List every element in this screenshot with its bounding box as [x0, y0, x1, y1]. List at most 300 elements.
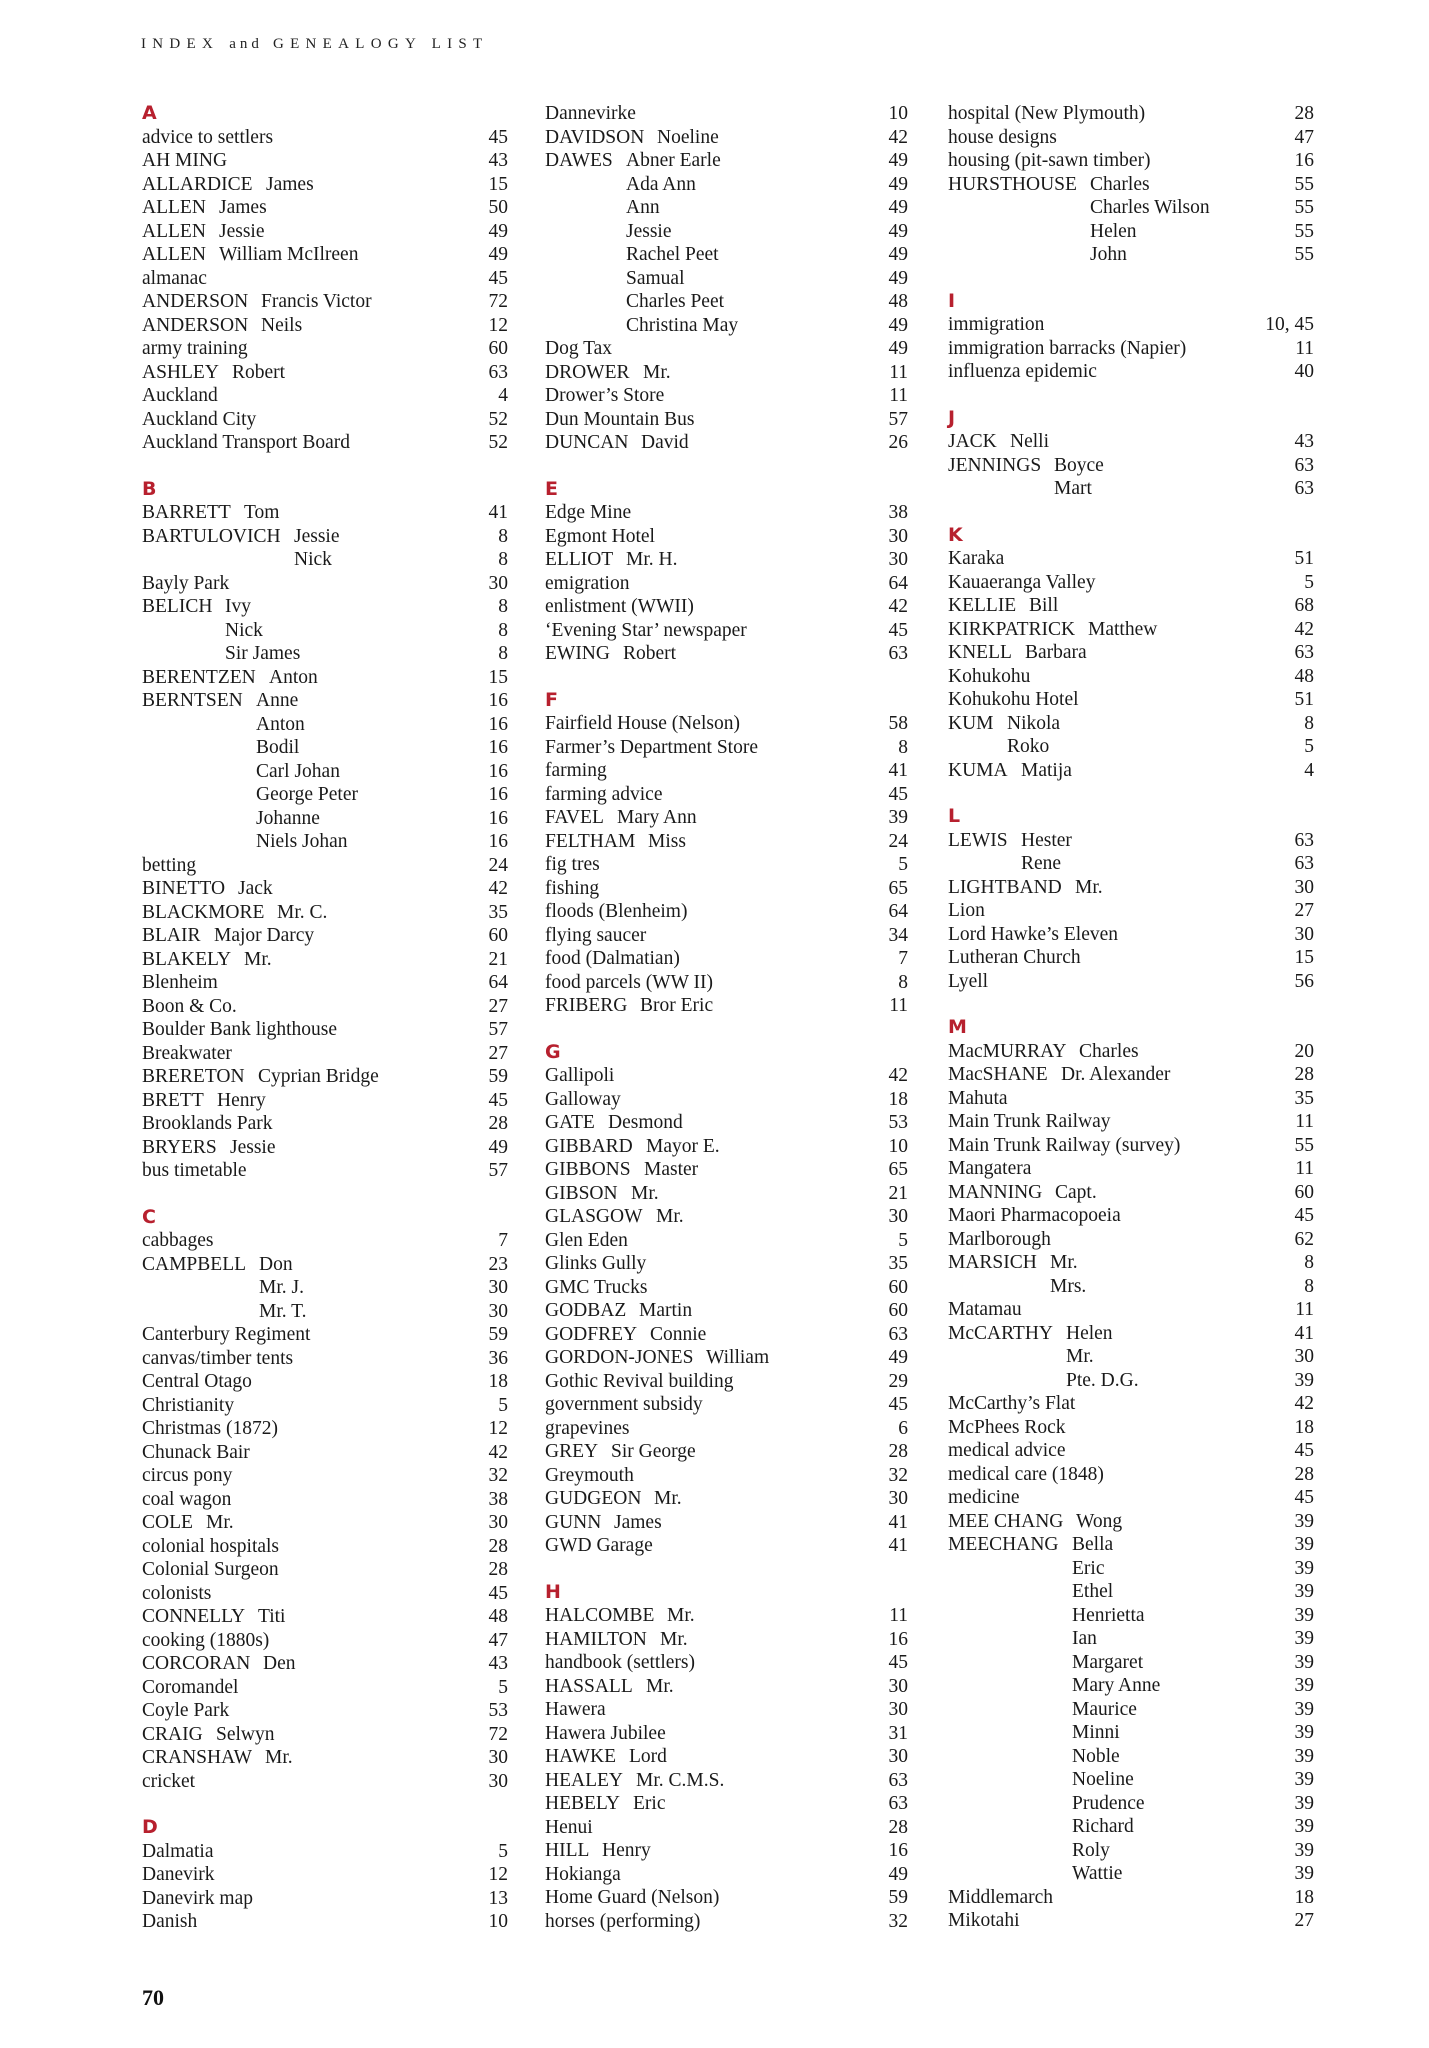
index-entry: [948, 641, 1314, 665]
entry-heading-text: ALLEN: [142, 244, 206, 265]
entry-given-name: Mary Anne: [1072, 1675, 1161, 1696]
entry-heading-text: Home Guard (Nelson): [545, 1887, 720, 1908]
entry-page-number: 28: [488, 1559, 508, 1580]
index-entry: [545, 1440, 908, 1464]
index-entry: [142, 314, 508, 338]
entry-heading-text: MANNING: [948, 1181, 1043, 1203]
index-entry: [948, 1063, 1314, 1087]
entry-page-number: 4: [1304, 759, 1314, 781]
entry-heading-text: MacMURRAY: [948, 1040, 1067, 1062]
entry-page-number: 60: [488, 338, 508, 359]
entry-heading-text: BRYERS: [142, 1136, 217, 1158]
index-entry: [142, 1840, 508, 1864]
index-entry: [545, 1464, 908, 1488]
index-entry: [142, 126, 508, 150]
entry-given-name: Francis Victor: [261, 291, 372, 312]
index-entry: [545, 1299, 908, 1323]
entry-heading-text: fig tres: [545, 854, 600, 875]
entry-page-number: 52: [488, 432, 508, 453]
index-section-h: [545, 1581, 908, 1934]
entry-given-name: Jack: [238, 878, 273, 899]
entry-page-number: 45: [1294, 1487, 1314, 1508]
entry-page-number: 63: [888, 1323, 908, 1345]
entry-heading-text: AH MING: [142, 150, 228, 171]
index-entry: [948, 759, 1314, 783]
index-entry: [545, 290, 908, 314]
entry-page-number: 63: [1294, 829, 1314, 851]
index-entry: [545, 783, 908, 807]
entry-heading-text: Danish: [142, 1911, 198, 1932]
index-entry: [545, 1276, 908, 1300]
entry-heading-text: canvas/timber tents: [142, 1347, 294, 1369]
entry-given-name: Rachel Peet: [626, 244, 719, 265]
entry-page-number: 7: [898, 948, 908, 969]
entry-page-number: 8: [498, 643, 508, 664]
entry-page-number: 63: [488, 361, 508, 383]
entry-page-number: 30: [888, 525, 908, 547]
index-entry: [948, 1721, 1314, 1745]
index-entry: [948, 1110, 1314, 1134]
entry-page-number: 41: [888, 1511, 908, 1533]
entry-heading-text: Dannevirke: [545, 103, 636, 124]
index-entry: [948, 735, 1314, 759]
entry-page-number: 27: [1294, 900, 1314, 921]
entry-page-number: 16: [888, 1840, 908, 1861]
entry-page-number: 30: [888, 1675, 908, 1697]
index-entry: [142, 854, 508, 878]
entry-heading-text: food parcels (WW II): [545, 971, 714, 993]
entry-heading-text: BERNTSEN: [142, 690, 243, 711]
entry-heading-text: BRERETON: [142, 1066, 245, 1087]
entry-given-name: Den: [263, 1653, 296, 1674]
index-entry: [142, 548, 508, 572]
entry-page-number: 48: [888, 291, 908, 312]
entry-page-number: 32: [488, 1465, 508, 1486]
entry-given-name: Henry: [602, 1840, 651, 1861]
entry-heading-text: KUMA: [948, 759, 1008, 781]
index-entry: [142, 243, 508, 267]
entry-given-name: Helen: [1066, 1322, 1113, 1344]
index-entry: [948, 149, 1314, 173]
index-section-f: [545, 689, 908, 1018]
entry-page-number: 42: [1294, 1393, 1314, 1414]
entry-page-number: 18: [888, 1088, 908, 1110]
entry-given-name: Desmond: [608, 1112, 683, 1133]
entry-heading-text: army training: [142, 338, 248, 359]
entry-page-number: 8: [1304, 712, 1314, 734]
index-entry: [142, 149, 508, 173]
page-number: 70: [142, 1985, 164, 2010]
index-entry: [142, 1276, 508, 1300]
entry-heading-text: immigration barracks (Napier): [948, 337, 1187, 359]
entry-given-name: Bror Eric: [640, 995, 714, 1016]
entry-given-name: Cyprian Bridge: [258, 1066, 379, 1087]
entry-page-number: 30: [888, 1746, 908, 1767]
entry-page-number: 38: [488, 1488, 508, 1510]
entry-heading-text: Christianity: [142, 1394, 235, 1416]
entry-page-number: 30: [488, 1277, 508, 1298]
entry-given-name: Mr.: [244, 948, 272, 970]
index-entry: [948, 173, 1314, 197]
index-entry: [948, 946, 1314, 970]
index-entry: [948, 899, 1314, 923]
index-entry: [948, 876, 1314, 900]
entry-page-number: 30: [488, 572, 508, 594]
entry-given-name: Jessie: [230, 1136, 276, 1158]
index-entry: [948, 1322, 1314, 1346]
entry-page-number: 39: [1294, 1769, 1314, 1790]
entry-page-number: 13: [488, 1887, 508, 1909]
entry-page-number: 51: [1294, 689, 1314, 710]
entry-given-name: Abner Earle: [626, 150, 721, 171]
entry-page-number: 12: [488, 314, 508, 336]
entry-heading-text: Colonial Surgeon: [142, 1559, 279, 1580]
index-entry: [142, 1112, 508, 1136]
entry-page-number: 18: [488, 1371, 508, 1392]
entry-heading-text: GMC Trucks: [545, 1276, 648, 1298]
entry-page-number: 49: [888, 173, 908, 195]
entry-page-number: 5: [498, 1676, 508, 1698]
entry-page-number: 10: [888, 103, 908, 124]
entry-heading-text: food (Dalmatian): [545, 948, 680, 969]
entry-heading-text: Matamau: [948, 1299, 1022, 1320]
entry-given-name: James: [219, 197, 267, 218]
entry-given-name: Hester: [1021, 829, 1072, 851]
entry-heading-text: Main Trunk Railway: [948, 1111, 1111, 1132]
index-entry: [142, 196, 508, 220]
entry-page-number: 63: [888, 643, 908, 664]
entry-page-number: 42: [1294, 618, 1314, 640]
entry-page-number: 8: [898, 971, 908, 993]
entry-page-number: 10: [488, 1911, 508, 1932]
index-section-l: [948, 805, 1314, 993]
index-entry: [545, 1816, 908, 1840]
entry-given-name: Lord: [629, 1746, 667, 1767]
entry-given-name: Roko: [1007, 736, 1050, 757]
entry-given-name: Anton: [256, 713, 305, 735]
entry-heading-text: GODFREY: [545, 1323, 638, 1345]
index-entry: [948, 1815, 1314, 1839]
entry-heading-text: CRANSHAW: [142, 1747, 253, 1768]
entry-page-number: 62: [1294, 1228, 1314, 1250]
entry-page-number: 11: [889, 1605, 908, 1626]
entry-page-number: 63: [888, 1769, 908, 1791]
entry-given-name: Martin: [639, 1300, 693, 1321]
entry-given-name: Christina May: [626, 314, 739, 336]
entry-given-name: Ann: [626, 197, 660, 218]
entry-heading-text: Middlemarch: [948, 1886, 1054, 1908]
index-entry: [142, 1582, 508, 1606]
entry-given-name: Charles: [1090, 173, 1150, 195]
index-entry: [142, 1300, 508, 1324]
entry-heading-text: colonial hospitals: [142, 1535, 280, 1557]
entry-page-number: 30: [1294, 923, 1314, 945]
index-entry: [545, 971, 908, 995]
entry-given-name: John: [1090, 244, 1127, 265]
entry-page-number: 47: [1294, 126, 1314, 148]
entry-page-number: 65: [888, 1159, 908, 1180]
entry-page-number: 65: [888, 877, 908, 899]
entry-heading-text: Mangatera: [948, 1158, 1032, 1179]
entry-page-number: 39: [1294, 1557, 1314, 1579]
entry-page-number: 16: [488, 784, 508, 805]
entry-heading-text: Bayly Park: [142, 572, 230, 594]
entry-page-number: 30: [488, 1747, 508, 1768]
entry-page-number: 30: [888, 549, 908, 570]
entry-page-number: 28: [1294, 1064, 1314, 1085]
index-entry: [948, 1651, 1314, 1675]
index-entry: [948, 220, 1314, 244]
entry-page-number: 20: [1294, 1040, 1314, 1062]
entry-given-name: Nick: [294, 549, 332, 570]
entry-page-number: 18: [1294, 1886, 1314, 1908]
entry-given-name: Bella: [1072, 1534, 1114, 1555]
entry-heading-text: HEBELY: [545, 1793, 620, 1814]
entry-heading-text: betting: [142, 854, 197, 876]
index-entry: [948, 1181, 1314, 1205]
index-section-a: [142, 102, 508, 455]
entry-heading-text: BRETT: [142, 1089, 204, 1111]
index-section-continued: [948, 102, 1314, 267]
entry-heading-text: JENNINGS: [948, 454, 1042, 476]
entry-given-name: Noble: [1072, 1745, 1120, 1767]
entry-given-name: Mr.: [1050, 1252, 1078, 1273]
entry-given-name: Major Darcy: [214, 925, 315, 946]
entry-heading-text: Gallipoli: [545, 1065, 615, 1086]
index-entry: [142, 572, 508, 596]
entry-given-name: Margaret: [1072, 1651, 1144, 1673]
index-entry: [545, 548, 908, 572]
entry-page-number: 35: [1294, 1087, 1314, 1109]
index-entry: [948, 360, 1314, 384]
entry-page-number: 45: [888, 783, 908, 805]
entry-page-number: 45: [1294, 1440, 1314, 1461]
index-entry: [545, 1534, 908, 1558]
entry-heading-text: KNELL: [948, 642, 1012, 663]
entry-given-name: Bodil: [256, 737, 300, 758]
entry-page-number: 10, 45: [1265, 314, 1314, 335]
index-column-1: [142, 102, 508, 1957]
entry-heading-text: Dun Mountain Bus: [545, 408, 695, 430]
index-entry: [142, 1042, 508, 1066]
entry-given-name: Jessie: [294, 525, 340, 547]
entry-heading-text: Coyle Park: [142, 1700, 230, 1721]
entry-heading-text: GLASGOW: [545, 1206, 643, 1227]
entry-heading-text: McPhees Rock: [948, 1416, 1066, 1438]
entry-page-number: 16: [488, 690, 508, 711]
index-entry: [142, 1229, 508, 1253]
entry-page-number: 39: [1294, 1581, 1314, 1602]
entry-page-number: 55: [1294, 1134, 1314, 1156]
index-entry: [142, 971, 508, 995]
entry-heading-text: CAMPBELL: [142, 1253, 247, 1275]
entry-given-name: Mr.: [265, 1747, 293, 1768]
index-entry: [948, 454, 1314, 478]
entry-page-number: 30: [888, 1488, 908, 1509]
index-entry: [142, 501, 508, 525]
index-entry: [142, 1347, 508, 1371]
entry-given-name: Mr.: [1066, 1346, 1094, 1367]
index-entry: [948, 1768, 1314, 1792]
entry-heading-text: Greymouth: [545, 1464, 634, 1486]
index-entry: [545, 947, 908, 971]
index-column-2: [545, 102, 908, 1956]
entry-heading-text: ALLARDICE: [142, 173, 253, 195]
index-entry: [545, 1910, 908, 1934]
index-entry: [545, 1417, 908, 1441]
entry-heading-text: Edge Mine: [545, 502, 632, 523]
entry-page-number: 5: [898, 854, 908, 875]
entry-given-name: Helen: [1090, 220, 1137, 242]
entry-page-number: 8: [498, 596, 508, 617]
entry-given-name: Wong: [1076, 1510, 1123, 1532]
section-letter-heading: G: [545, 1040, 561, 1063]
index-entry: [948, 337, 1314, 361]
index-entry: [142, 361, 508, 385]
entry-heading-text: Marlborough: [948, 1228, 1051, 1250]
entry-page-number: 30: [488, 1512, 508, 1533]
index-entry: [142, 619, 508, 643]
index-entry: [545, 501, 908, 525]
index-entry: [948, 1698, 1314, 1722]
index-entry: [545, 1135, 908, 1159]
entry-page-number: 24: [488, 854, 508, 876]
entry-given-name: Mr.: [646, 1675, 674, 1697]
index-entry: [948, 970, 1314, 994]
index-entry: [142, 901, 508, 925]
entry-page-number: 23: [488, 1253, 508, 1275]
entry-heading-text: Lord Hawke’s Eleven: [948, 923, 1119, 945]
index-entry: [545, 877, 908, 901]
entry-page-number: 49: [888, 150, 908, 171]
entry-heading-text: Lutheran Church: [948, 947, 1081, 968]
entry-page-number: 41: [1294, 1322, 1314, 1344]
index-entry: [948, 571, 1314, 595]
entry-page-number: 28: [488, 1535, 508, 1557]
index-entry: [545, 1839, 908, 1863]
index-entry: [948, 1510, 1314, 1534]
entry-heading-text: EWING: [545, 643, 610, 664]
index-entry: [142, 1323, 508, 1347]
index-entry: [545, 1370, 908, 1394]
entry-page-number: 49: [888, 314, 908, 336]
entry-given-name: Prudence: [1072, 1792, 1145, 1814]
entry-page-number: 39: [1294, 1745, 1314, 1767]
entry-heading-text: HILL: [545, 1840, 590, 1861]
entry-heading-text: Glinks Gully: [545, 1253, 647, 1274]
entry-page-number: 49: [888, 267, 908, 289]
entry-page-number: 11: [1295, 337, 1314, 359]
entry-given-name: Mr.: [660, 1628, 688, 1650]
entry-given-name: Mr.: [654, 1488, 682, 1509]
entry-given-name: Niels Johan: [256, 831, 348, 852]
index-entry: [142, 337, 508, 361]
entry-heading-text: CORCORAN: [142, 1653, 251, 1674]
index-entry: [142, 1910, 508, 1934]
index-entry: [142, 1089, 508, 1113]
index-entry: [545, 1252, 908, 1276]
index-entry: [545, 408, 908, 432]
entry-heading-text: KELLIE: [948, 595, 1017, 616]
index-entry: [948, 1886, 1314, 1910]
entry-page-number: 53: [488, 1700, 508, 1721]
entry-page-number: 35: [488, 901, 508, 923]
index-entry: [948, 1275, 1314, 1299]
entry-heading-text: Dog Tax: [545, 338, 613, 359]
entry-page-number: 11: [1295, 1299, 1314, 1320]
entry-heading-text: ‘Evening Star’ newspaper: [545, 619, 747, 641]
index-entry: [142, 1863, 508, 1887]
entry-page-number: 47: [488, 1629, 508, 1651]
entry-page-number: 60: [488, 925, 508, 946]
entry-heading-text: GIBSON: [545, 1182, 618, 1204]
entry-heading-text: BERENTZEN: [142, 666, 256, 688]
entry-given-name: Mayor E.: [646, 1135, 720, 1157]
entry-page-number: 39: [1294, 1816, 1314, 1837]
index-entry: [142, 1652, 508, 1676]
entry-given-name: Carl Johan: [256, 760, 340, 782]
index-entry: [545, 1393, 908, 1417]
entry-heading-text: BARTULOVICH: [142, 525, 281, 547]
entry-given-name: Mary Ann: [617, 807, 697, 828]
index-entry: [948, 102, 1314, 126]
entry-given-name: Connie: [650, 1323, 707, 1345]
entry-heading-text: Hawera: [545, 1699, 606, 1720]
entry-page-number: 28: [1294, 103, 1314, 124]
entry-page-number: 30: [888, 1206, 908, 1227]
entry-page-number: 28: [888, 1816, 908, 1838]
entry-page-number: 45: [488, 267, 508, 289]
entry-page-number: 28: [1294, 1463, 1314, 1485]
index-entry: [142, 830, 508, 854]
index-entry: [545, 1604, 908, 1628]
index-entry: [948, 1557, 1314, 1581]
index-entry: [948, 618, 1314, 642]
entry-given-name: Matija: [1021, 759, 1072, 781]
entry-heading-text: COLE: [142, 1512, 193, 1533]
entry-given-name: Samual: [626, 267, 685, 289]
index-entry: [948, 829, 1314, 853]
entry-page-number: 42: [488, 1441, 508, 1463]
index-entry: [142, 807, 508, 831]
entry-given-name: Robert: [232, 361, 286, 383]
index-entry: [545, 1675, 908, 1699]
entry-page-number: 16: [488, 831, 508, 852]
entry-heading-text: HURSTHOUSE: [948, 173, 1077, 195]
entry-heading-text: Farmer’s Department Store: [545, 736, 758, 758]
entry-heading-text: Hokianga: [545, 1863, 621, 1885]
entry-heading-text: handbook (settlers): [545, 1652, 696, 1673]
index-entry: [142, 173, 508, 197]
section-letter-heading: H: [545, 1580, 561, 1603]
index-entry: [545, 1205, 908, 1229]
entry-heading-text: ANDERSON: [142, 314, 249, 336]
entry-page-number: 42: [888, 596, 908, 617]
index-entry: [142, 1723, 508, 1747]
entry-page-number: 59: [488, 1066, 508, 1087]
index-entry: [948, 547, 1314, 571]
entry-page-number: 28: [488, 1113, 508, 1134]
index-entry: [948, 1134, 1314, 1158]
entry-heading-text: Kauaeranga Valley: [948, 571, 1096, 593]
index-entry: [545, 572, 908, 596]
entry-page-number: 53: [888, 1112, 908, 1133]
index-entry: [948, 1204, 1314, 1228]
entry-page-number: 39: [1294, 1651, 1314, 1673]
entry-heading-text: McCarthy’s Flat: [948, 1393, 1076, 1414]
entry-page-number: 49: [888, 1347, 908, 1368]
entry-given-name: Roly: [1072, 1839, 1110, 1861]
